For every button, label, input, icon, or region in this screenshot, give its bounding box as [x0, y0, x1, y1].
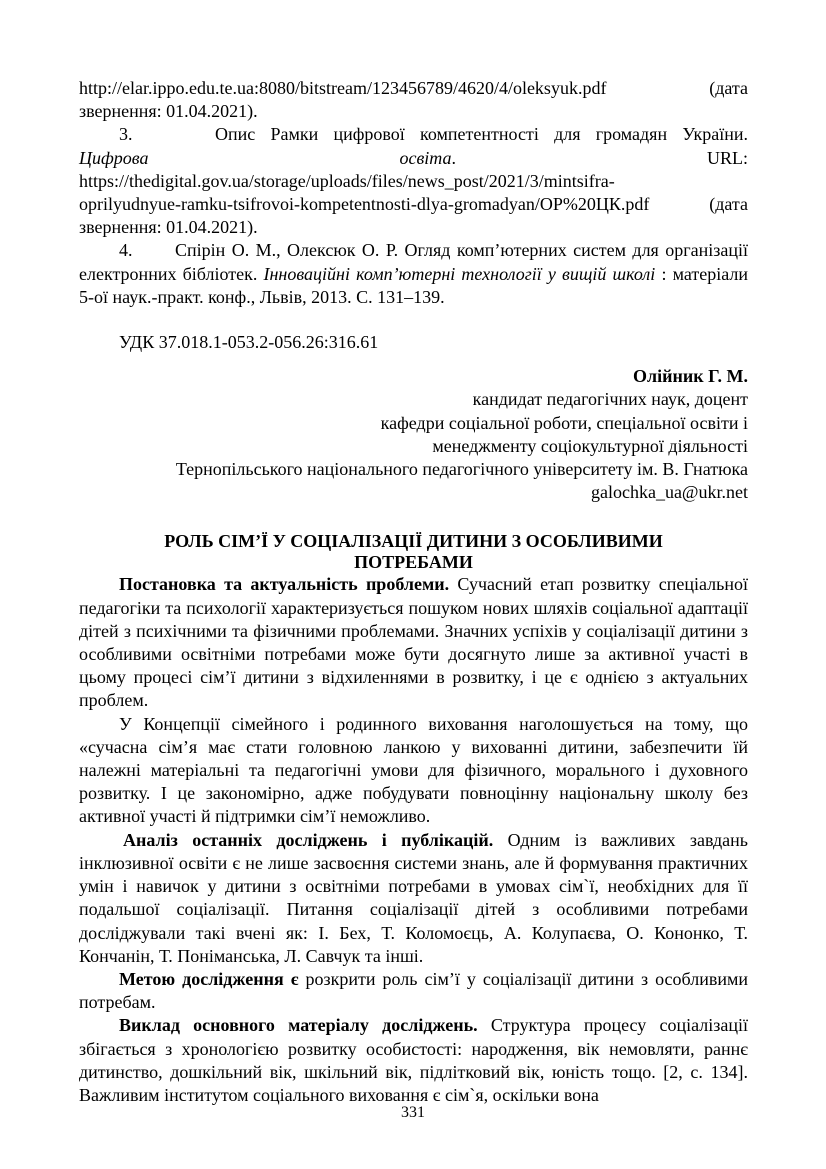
reference-3-journal-line [79, 147, 748, 170]
reference-2-date-open: (дата [709, 78, 748, 98]
reference-3-url-line-1[interactable]: https://thedigital.gov.ua/storage/uploads/files/news_post/2021/3/mintsifra- [79, 170, 615, 191]
reference-2-url-line [79, 77, 748, 100]
reference-4-number: 4. [119, 240, 133, 261]
page-content [79, 77, 748, 1107]
reference-4-journal: Інноваційні комп’ютерні технології у вищій школі [263, 263, 656, 284]
problem-statement-text: Сучасний етап розвитку спеціальної педагогіки та психології характеризується пошуком нових шляхів соціальної адаптації дітей з психічними та фізичними проблемами. Значних успіхів у соціалізації дитини з особливими освітніми потребами може бути досягнуто лише за активної участі в цьому процесі сім’ї дитини з відхиленнями в розвитку, і це є однією з актуальних проблем. [79, 574, 749, 711]
paragraph-research-goal [79, 968, 748, 1014]
author-degree: кандидат педагогічних наук, доцент [472, 389, 748, 410]
reference-3-journal-part-2-wrap [399, 147, 456, 170]
main-material-heading: Виклад основного матеріалу досліджень. [119, 1015, 478, 1036]
page-number: 331 [401, 1104, 425, 1121]
reference-3-journal-part-2: освіта [399, 147, 452, 168]
reference-3-first-line [79, 123, 748, 146]
author-department: кафедри соціальної роботи, спеціальної освіти і [380, 412, 748, 433]
paragraph-main-material [79, 1014, 748, 1107]
author-department-cont: менеджменту соціокультурної діяльності [432, 435, 748, 456]
paragraph-problem-statement [79, 573, 748, 712]
paragraph-literature-review [79, 829, 748, 968]
literature-review-text: Одним із важливих завдань інклюзивної освіти є не лише засвоєння системи знань, але й формування практичних умін і навичок у дитини з освітніми потребами в умовах сім`ї, необхідних для її подальшої соціалізації. Питання соціалізації дітей з особливими потребами досліджували такі вчені як: І. Бех, Т. Коломоєць, А. Колупаєва, О. Кононко, Т. Кончанін, Т. Поніманська, Л. Савчук та інші. [79, 829, 749, 966]
literature-review-heading: Аналіз останніх досліджень і публікацій. [123, 829, 494, 850]
concept-text: У Концепції сімейного і родинного виховання наголошується на тому, що «сучасна сім’я має стати головною ланкою у вихованні дитини, забезпечити їй належні матеріальні та педагогічні умови для фізичного, морального і духовного розвитку. І це закономірно, адже побудувати повноцінну національну школу без активної участі й підтримки сім’ї неможливо. [79, 713, 748, 827]
reference-4-authors-title: Спірін О. М., Олексюк О. Р. Огляд комп’ютерних систем для організації електронних бібліотек. [79, 240, 748, 284]
reference-3-url-line-2-row [79, 193, 748, 216]
author-email[interactable]: galochka_ua@ukr.net [590, 482, 748, 503]
main-material-text: Структура процесу соціалізації збігається з хронологією розвитку особистості: народження, вік немовляти, раннє дитинство, дошкільний вік, шкільний вік, підлітковий вік, юність тощо. [2, с. 134]. Важливим інститутом соціального виховання є сім`я, оскільки вона [79, 1015, 749, 1105]
article-title-line-1: РОЛЬ СІМ’Ї У СОЦІАЛІЗАЦІЇ ДИТИНИ З ОСОБЛИВИМИ [164, 531, 663, 552]
reference-3-url-label: URL: [706, 147, 748, 168]
paragraph-concept [79, 713, 748, 829]
reference-3-date-open: (дата [709, 194, 748, 215]
reference-4 [79, 239, 748, 309]
author-university: Тернопільського національного педагогічного університету ім. В. Гнатюка [175, 459, 748, 480]
reference-2-date-close: звернення: 01.04.2021). [79, 101, 258, 122]
reference-2-url[interactable]: http://elar.ippo.edu.te.ua:8080/bitstream/123456789/4620/4/oleksyuk.pdf [79, 78, 607, 98]
reference-3-title: Опис Рамки цифрової компетентності для громадян України. [215, 124, 748, 145]
problem-statement-heading: Постановка та актуальність проблеми. [119, 574, 450, 595]
reference-3-date-close: звернення: 01.04.2021). [79, 217, 258, 238]
author-name: Олійник Г. М. [633, 366, 748, 387]
reference-3-url-line-2[interactable]: oprilyudnyue-ramku-tsifrovoi-kompetentnosti-dlya-gromadyan/OP%20ЦК.pdf [79, 194, 650, 215]
article-title-line-2: ПОТРЕБАМИ [354, 552, 473, 573]
udk-code: УДК 37.018.1-053.2-056.26:316.61 [119, 332, 379, 353]
reference-3-journal-part-1: Цифрова [79, 147, 149, 168]
research-goal-text: розкрити роль сім’ї у соціалізації дитини з особливими потребам. [79, 968, 749, 1013]
author-block [79, 365, 748, 504]
article-title [79, 531, 748, 573]
research-goal-heading: Метою дослідження є [119, 968, 299, 989]
reference-4-details: : матеріали 5-ої наук.-практ. конф., Львів, 2013. С. 131–139. [79, 263, 749, 307]
reference-3-dot: . [451, 147, 456, 168]
reference-3-number: 3. [119, 124, 133, 145]
